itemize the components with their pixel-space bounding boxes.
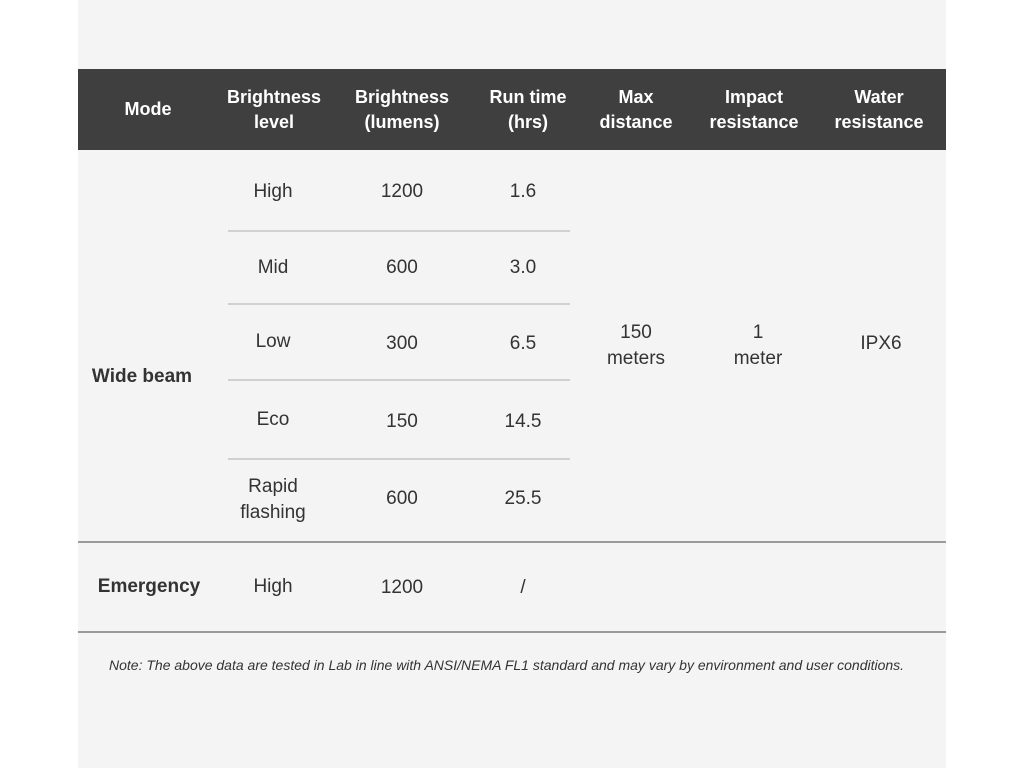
lumens-cell: 1200	[380, 181, 424, 202]
level-cell: Low	[255, 331, 291, 352]
header-brightness-level: Brightness level	[226, 86, 322, 132]
water-resistance-value: IPX6	[860, 333, 902, 354]
runtime-cell: 25.5	[504, 488, 542, 509]
header-max-distance: Max distance	[599, 86, 673, 132]
level-cell: Rapid flashing	[240, 476, 306, 523]
runtime-cell: 14.5	[504, 411, 542, 432]
runtime-cell: 6.5	[509, 333, 537, 354]
max-distance-value: 150 meters	[606, 322, 666, 369]
impact-resistance-value: 1 meter	[733, 322, 783, 369]
lumens-cell: 600	[386, 488, 418, 509]
runtime-cell: 3.0	[509, 257, 537, 278]
level-cell: High	[253, 181, 293, 202]
emergency-level: High	[253, 576, 293, 597]
header-brightness-lumens: Brightness (lumens)	[354, 86, 450, 132]
spec-table-panel	[78, 0, 946, 768]
emergency-runtime: /	[520, 577, 526, 598]
footnote: Note: The above data are tested in Lab in line with ANSI/NEMA FL1 standard and may vary by environment and user conditions.	[109, 657, 905, 673]
header-mode: Mode	[124, 99, 172, 119]
table-header	[78, 69, 946, 150]
lumens-cell: 300	[386, 333, 418, 354]
row-divider	[228, 303, 570, 305]
level-cell: Mid	[257, 257, 289, 278]
row-divider	[228, 458, 570, 460]
header-run-time: Run time (hrs)	[489, 86, 567, 132]
row-divider	[228, 230, 570, 232]
section-divider	[78, 541, 946, 543]
header-impact-resistance: Impact resistance	[709, 86, 799, 132]
level-cell: Eco	[256, 409, 290, 430]
runtime-cell: 1.6	[509, 181, 537, 202]
table-bottom-divider	[78, 631, 946, 633]
emergency-lumens: 1200	[380, 577, 424, 598]
mode-emergency: Emergency	[97, 576, 201, 597]
lumens-cell: 150	[386, 411, 418, 432]
lumens-cell: 600	[386, 257, 418, 278]
row-divider	[228, 379, 570, 381]
header-water-resistance: Water resistance	[834, 86, 924, 132]
mode-wide-beam: Wide beam	[91, 366, 193, 387]
